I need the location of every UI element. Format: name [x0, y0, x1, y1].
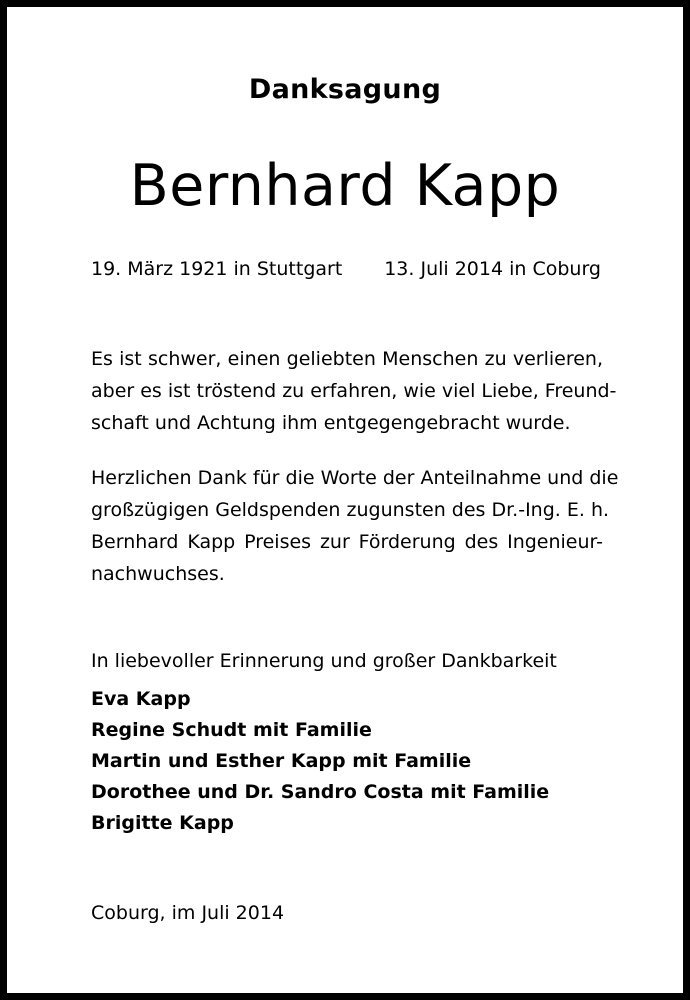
birth-date: 19. März 1921 in Stuttgart: [91, 258, 343, 280]
signer-name: Regine Schudt mit Familie: [91, 719, 372, 741]
paragraph-line: Es ist schwer, einen geliebten Menschen zu verlieren,: [91, 348, 603, 370]
death-date: 13. Juli 2014 in Coburg: [384, 258, 601, 280]
signer-name: Brigitte Kapp: [91, 812, 234, 834]
notice-heading: Danksagung: [248, 74, 442, 105]
paragraph-line: Bernhard Kapp Preises zur Förderung des Ingenieur-: [91, 531, 603, 553]
paragraph-line: nachwuchses.: [91, 563, 225, 585]
paragraph-line: großzügigen Geldspenden zugunsten des Dr.-Ing. E. h.: [91, 499, 610, 521]
signer-name: Martin und Esther Kapp mit Familie: [91, 750, 472, 772]
thanks-paragraph: [91, 462, 619, 590]
condolence-paragraph: [91, 343, 617, 439]
paragraph-line: schaft und Achtung ihm entgegengebracht wurde.: [91, 412, 571, 434]
signer-name: Eva Kapp: [91, 688, 191, 710]
signer-name: Dorothee und Dr. Sandro Costa mit Familie: [91, 781, 550, 803]
signers-list: [91, 684, 549, 839]
paragraph-line: Herzlichen Dank für die Worte der Anteilnahme und die: [91, 467, 619, 489]
place-and-date: Coburg, im Juli 2014: [91, 902, 285, 924]
paragraph-line: aber es ist tröstend zu erfahren, wie viel Liebe, Freund-: [91, 380, 617, 402]
remembrance-line: In liebevoller Erinnerung und großer Dankbarkeit: [91, 650, 557, 672]
deceased-name: Bernhard Kapp: [129, 153, 561, 219]
